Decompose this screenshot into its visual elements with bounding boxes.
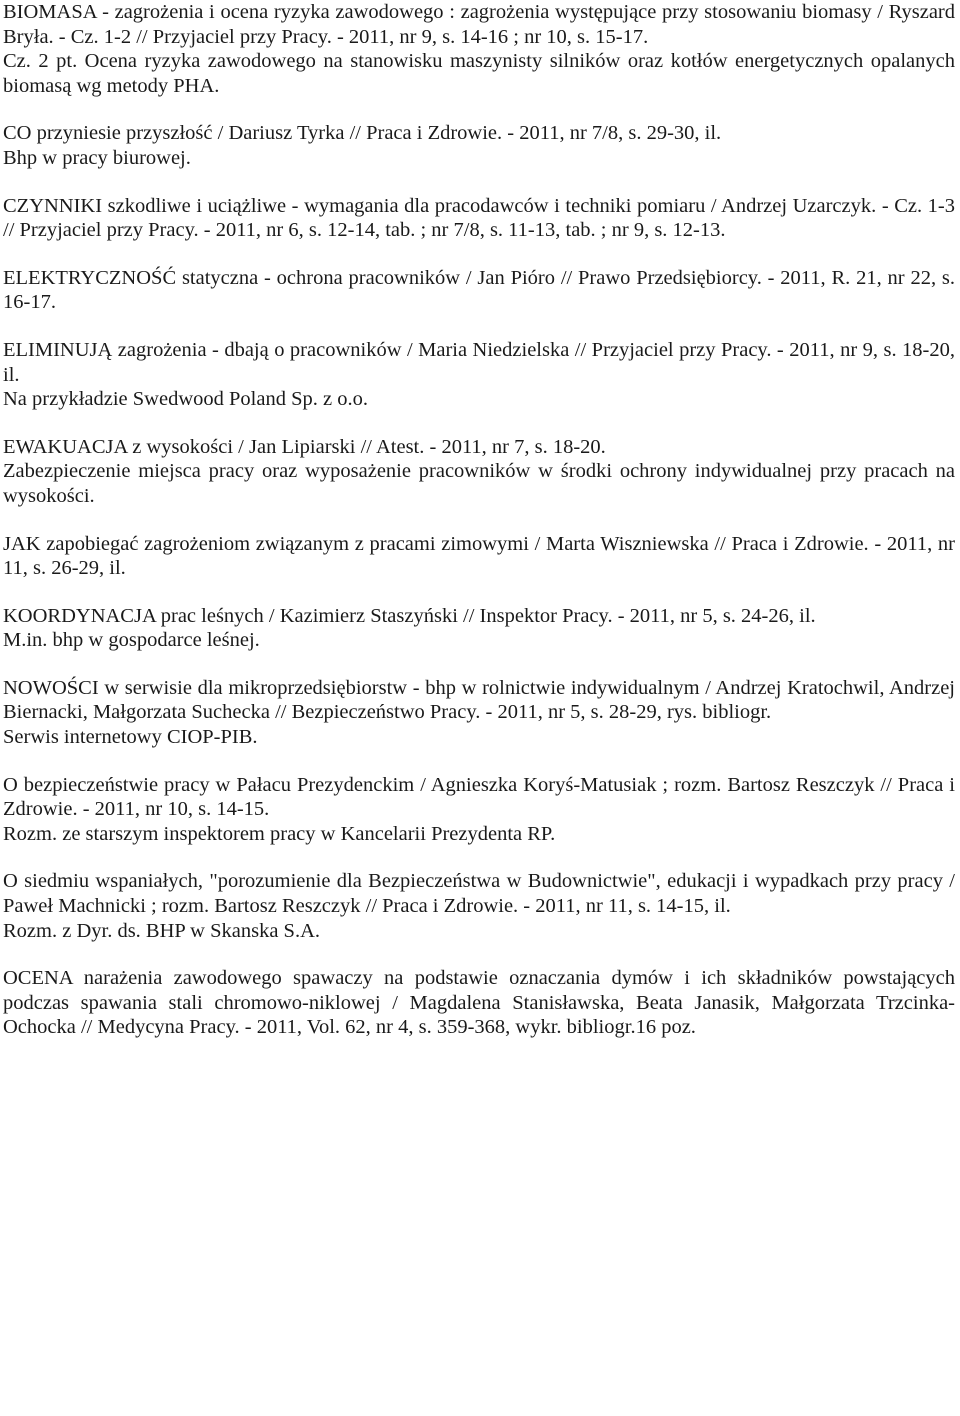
entry-note: Zabezpieczenie miejsca pracy oraz wyposażenie pracowników w środki ochrony indywidualnej przy pracach na wysokości. (3, 460, 955, 507)
entry-citation: CO przyniesie przyszłość / Dariusz Tyrka // Praca i Zdrowie. - 2011, nr 7/8, s. 29-30, il. (3, 122, 722, 145)
bibliography-entry (3, 604, 955, 653)
bibliography-entry (3, 532, 955, 581)
entry-note: Rozm. ze starszym inspektorem pracy w Kancelarii Prezydenta RP. (3, 822, 556, 845)
entry-note: Na przykładzie Swedwood Poland Sp. z o.o. (3, 388, 368, 411)
entry-note: Rozm. z Dyr. ds. BHP w Skanska S.A. (3, 919, 320, 942)
bibliography-entry (3, 966, 955, 1040)
entry-citation: OCENA narażenia zawodowego spawaczy na podstawie oznaczania dymów i ich składników powstających podczas spawania stali chromowo-niklowej / Magdalena Stanisławska, Beata Janasik, Małgorzata Trzcinka-Ochocka // Medycyna Pracy. - 2011, Vol. 62, nr 4, s. 359-368, wykr. bibliogr.16 poz. (3, 967, 955, 1039)
entry-citation: ELEKTRYCZNOŚĆ statyczna - ochrona pracowników / Jan Pióro // Prawo Przedsiębiorcy. - 2011, R. 21, nr 22, s. 16-17. (3, 266, 955, 314)
entry-note: Bhp w pracy biurowej. (3, 146, 191, 169)
entry-citation: KOORDYNACJA prac leśnych / Kazimierz Staszyński // Inspektor Pracy. - 2011, nr 5, s. 24-26, il. (3, 604, 816, 627)
entry-citation: NOWOŚCI w serwisie dla mikroprzedsiębiorstw - bhp w rolnictwie indywidualnym / Andrzej Kratochwil, Andrzej Biernacki, Małgorzata Suchecka // Bezpieczeństwo Pracy. - 2011, nr 5, s. 28-29, rys. bibliogr. (3, 676, 955, 724)
bibliography-entry (3, 773, 955, 847)
bibliography-entry (3, 338, 955, 412)
bibliography-page (3, 0, 955, 1063)
bibliography-entry (3, 435, 955, 509)
entry-citation: JAK zapobiegać zagrożeniom związanym z pracami zimowymi / Marta Wiszniewska // Praca i Zdrowie. - 2011, nr 11, s. 26-29, il. (3, 532, 955, 580)
bibliography-entry (3, 266, 955, 315)
entry-citation: O bezpieczeństwie pracy w Pałacu Prezydenckim / Agnieszka Koryś-Matusiak ; rozm. Bartosz Reszczyk // Praca i Zdrowie. - 2011, nr 10, s. 14-15. (3, 773, 955, 821)
entry-citation: ELIMINUJĄ zagrożenia - dbają o pracowników / Maria Niedzielska // Przyjaciel przy Pracy. - 2011, nr 9, s. 18-20, il. (3, 338, 955, 386)
bibliography-entry (3, 869, 955, 943)
bibliography-entry (3, 121, 955, 170)
bibliography-entry (3, 194, 955, 243)
entry-note: M.in. bhp w gospodarce leśnej. (3, 629, 260, 652)
entry-note: Cz. 2 pt. Ocena ryzyka zawodowego na stanowisku maszynisty silników oraz kotłów energetycznych opalanych biomasą wg metody PHA. (3, 50, 955, 97)
entry-citation: BIOMASA - zagrożenia i ocena ryzyka zawodowego : zagrożenia występujące przy stosowaniu biomasy / Ryszard Bryła. - Cz. 1-2 // Przyjaciel przy Pracy. - 2011, nr 9, s. 14-16 ; nr 10, s. 15-17. (3, 1, 955, 48)
entry-note: Serwis internetowy CIOP-PIB. (3, 726, 258, 749)
entry-citation: CZYNNIKI szkodliwe i uciążliwe - wymagania dla pracodawców i techniki pomiaru / Andrzej Uzarczyk. - Cz. 1-3 // Przyjaciel przy Pracy. - 2011, nr 6, s. 12-14, tab. ; nr 7/8, s. 11-13, tab. ; nr 9, s. 12-13. (3, 194, 955, 242)
entry-citation: O siedmiu wspaniałych, "porozumienie dla Bezpieczeństwa w Budownictwie", edukacji i wypadkach przy pracy / Paweł Machnicki ; rozm. Bartosz Reszczyk // Praca i Zdrowie. - 2011, nr 11, s. 14-15, il. (3, 870, 955, 918)
bibliography-entry (3, 676, 955, 750)
entry-citation: EWAKUACJA z wysokości / Jan Lipiarski // Atest. - 2011, nr 7, s. 18-20. (3, 435, 606, 458)
bibliography-entry (3, 0, 955, 98)
